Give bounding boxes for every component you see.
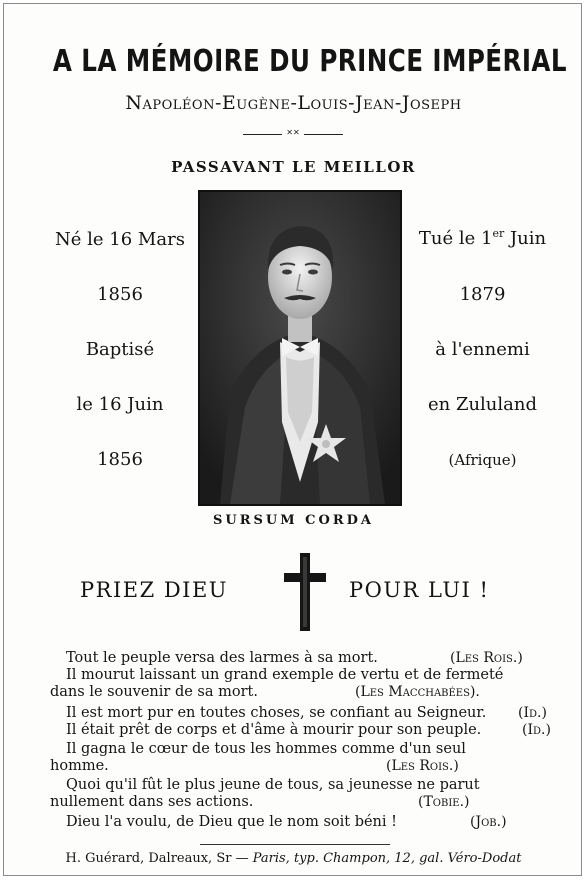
quote-line bbox=[50, 705, 562, 722]
baptism-year: 1856 bbox=[97, 449, 143, 470]
death-date: Tué le 1er Juin bbox=[418, 227, 547, 249]
quote-text: Il est mort pur en toutes choses, se confiant au Seigneur. bbox=[66, 705, 487, 721]
quote-line bbox=[50, 667, 562, 684]
quote-text: Il gagna le cœur de tous les hommes comme d'un seul bbox=[66, 741, 466, 757]
quote-text: Dieu l'a voulu, de Dieu que le nom soit béni ! bbox=[66, 814, 397, 830]
quote-line bbox=[50, 814, 562, 831]
pray-left: PRIEZ DIEU bbox=[80, 578, 228, 602]
quote-line bbox=[50, 722, 562, 739]
quote-line bbox=[50, 777, 562, 794]
quote-ref: (Job.) bbox=[470, 814, 507, 830]
quote-text: Quoi qu'il fût le plus jeune de tous, sa jeunesse ne parut bbox=[66, 777, 480, 793]
motto: SURSUM CORDA bbox=[212, 513, 374, 528]
quote-text: Il était prêt de corps et d'âme à mourir pour son peuple. bbox=[66, 722, 482, 738]
quote-ref: (Tobie.) bbox=[418, 794, 470, 810]
quote-text: homme. bbox=[50, 758, 109, 774]
birth-year: 1856 bbox=[97, 284, 143, 305]
quote-line bbox=[50, 741, 562, 758]
quote-ref: (Les Rois.) bbox=[450, 650, 523, 666]
card-subtitle: PASSAVANT LE MEILLOR bbox=[171, 158, 416, 176]
portrait-photo-icon bbox=[200, 192, 400, 504]
quote-line bbox=[50, 684, 562, 701]
pray-right: POUR LUI ! bbox=[349, 578, 490, 602]
birth-date: Né le 16 Mars bbox=[55, 229, 185, 250]
divider-ornament-icon: ✕✕ bbox=[282, 128, 304, 138]
quote-text: nullement dans ses actions. bbox=[50, 794, 254, 810]
quote-ref: (Id.) bbox=[522, 722, 551, 738]
publisher-name: H. Guérard, Dalreaux, Sr — bbox=[65, 851, 249, 866]
quote-ref: (Les Macchabées). bbox=[355, 684, 480, 700]
quote-ref: (Les Rois.) bbox=[386, 758, 459, 774]
cross-icon bbox=[282, 551, 328, 633]
baptism-label: Baptisé bbox=[85, 339, 155, 360]
portrait-photo bbox=[198, 190, 402, 506]
prince-names: Napoléon-Eugène-Louis-Jean-Joseph bbox=[125, 92, 462, 114]
death-year: 1879 bbox=[459, 284, 506, 305]
death-region: (Afrique) bbox=[448, 451, 517, 469]
death-date-month: Juin bbox=[504, 228, 547, 249]
quote-ref: (Id.) bbox=[518, 705, 547, 721]
printer-name: Paris, typ. Champon, 12, gal. Véro-Dodat bbox=[252, 851, 522, 866]
quote-line bbox=[50, 794, 562, 811]
quote-text: dans le souvenir de sa mort. bbox=[50, 684, 258, 700]
death-circumstance: à l'ennemi bbox=[435, 339, 530, 360]
death-place: en Zululand bbox=[427, 394, 538, 415]
baptism-date: le 16 Juin bbox=[76, 394, 164, 415]
quote-text: Tout le peuple versa des larmes à sa mort. bbox=[66, 650, 378, 666]
quote-text: Il mourut laissant un grand exemple de vertu et de fermeté bbox=[66, 667, 504, 683]
printer-credit bbox=[0, 851, 587, 866]
quote-line bbox=[50, 758, 562, 775]
card-title: A LA MÉMOIRE DU PRINCE IMPÉRIAL bbox=[52, 44, 567, 79]
death-date-text: Tué le 1 bbox=[418, 228, 493, 249]
footer-rule bbox=[200, 844, 390, 845]
quote-line bbox=[50, 650, 562, 667]
